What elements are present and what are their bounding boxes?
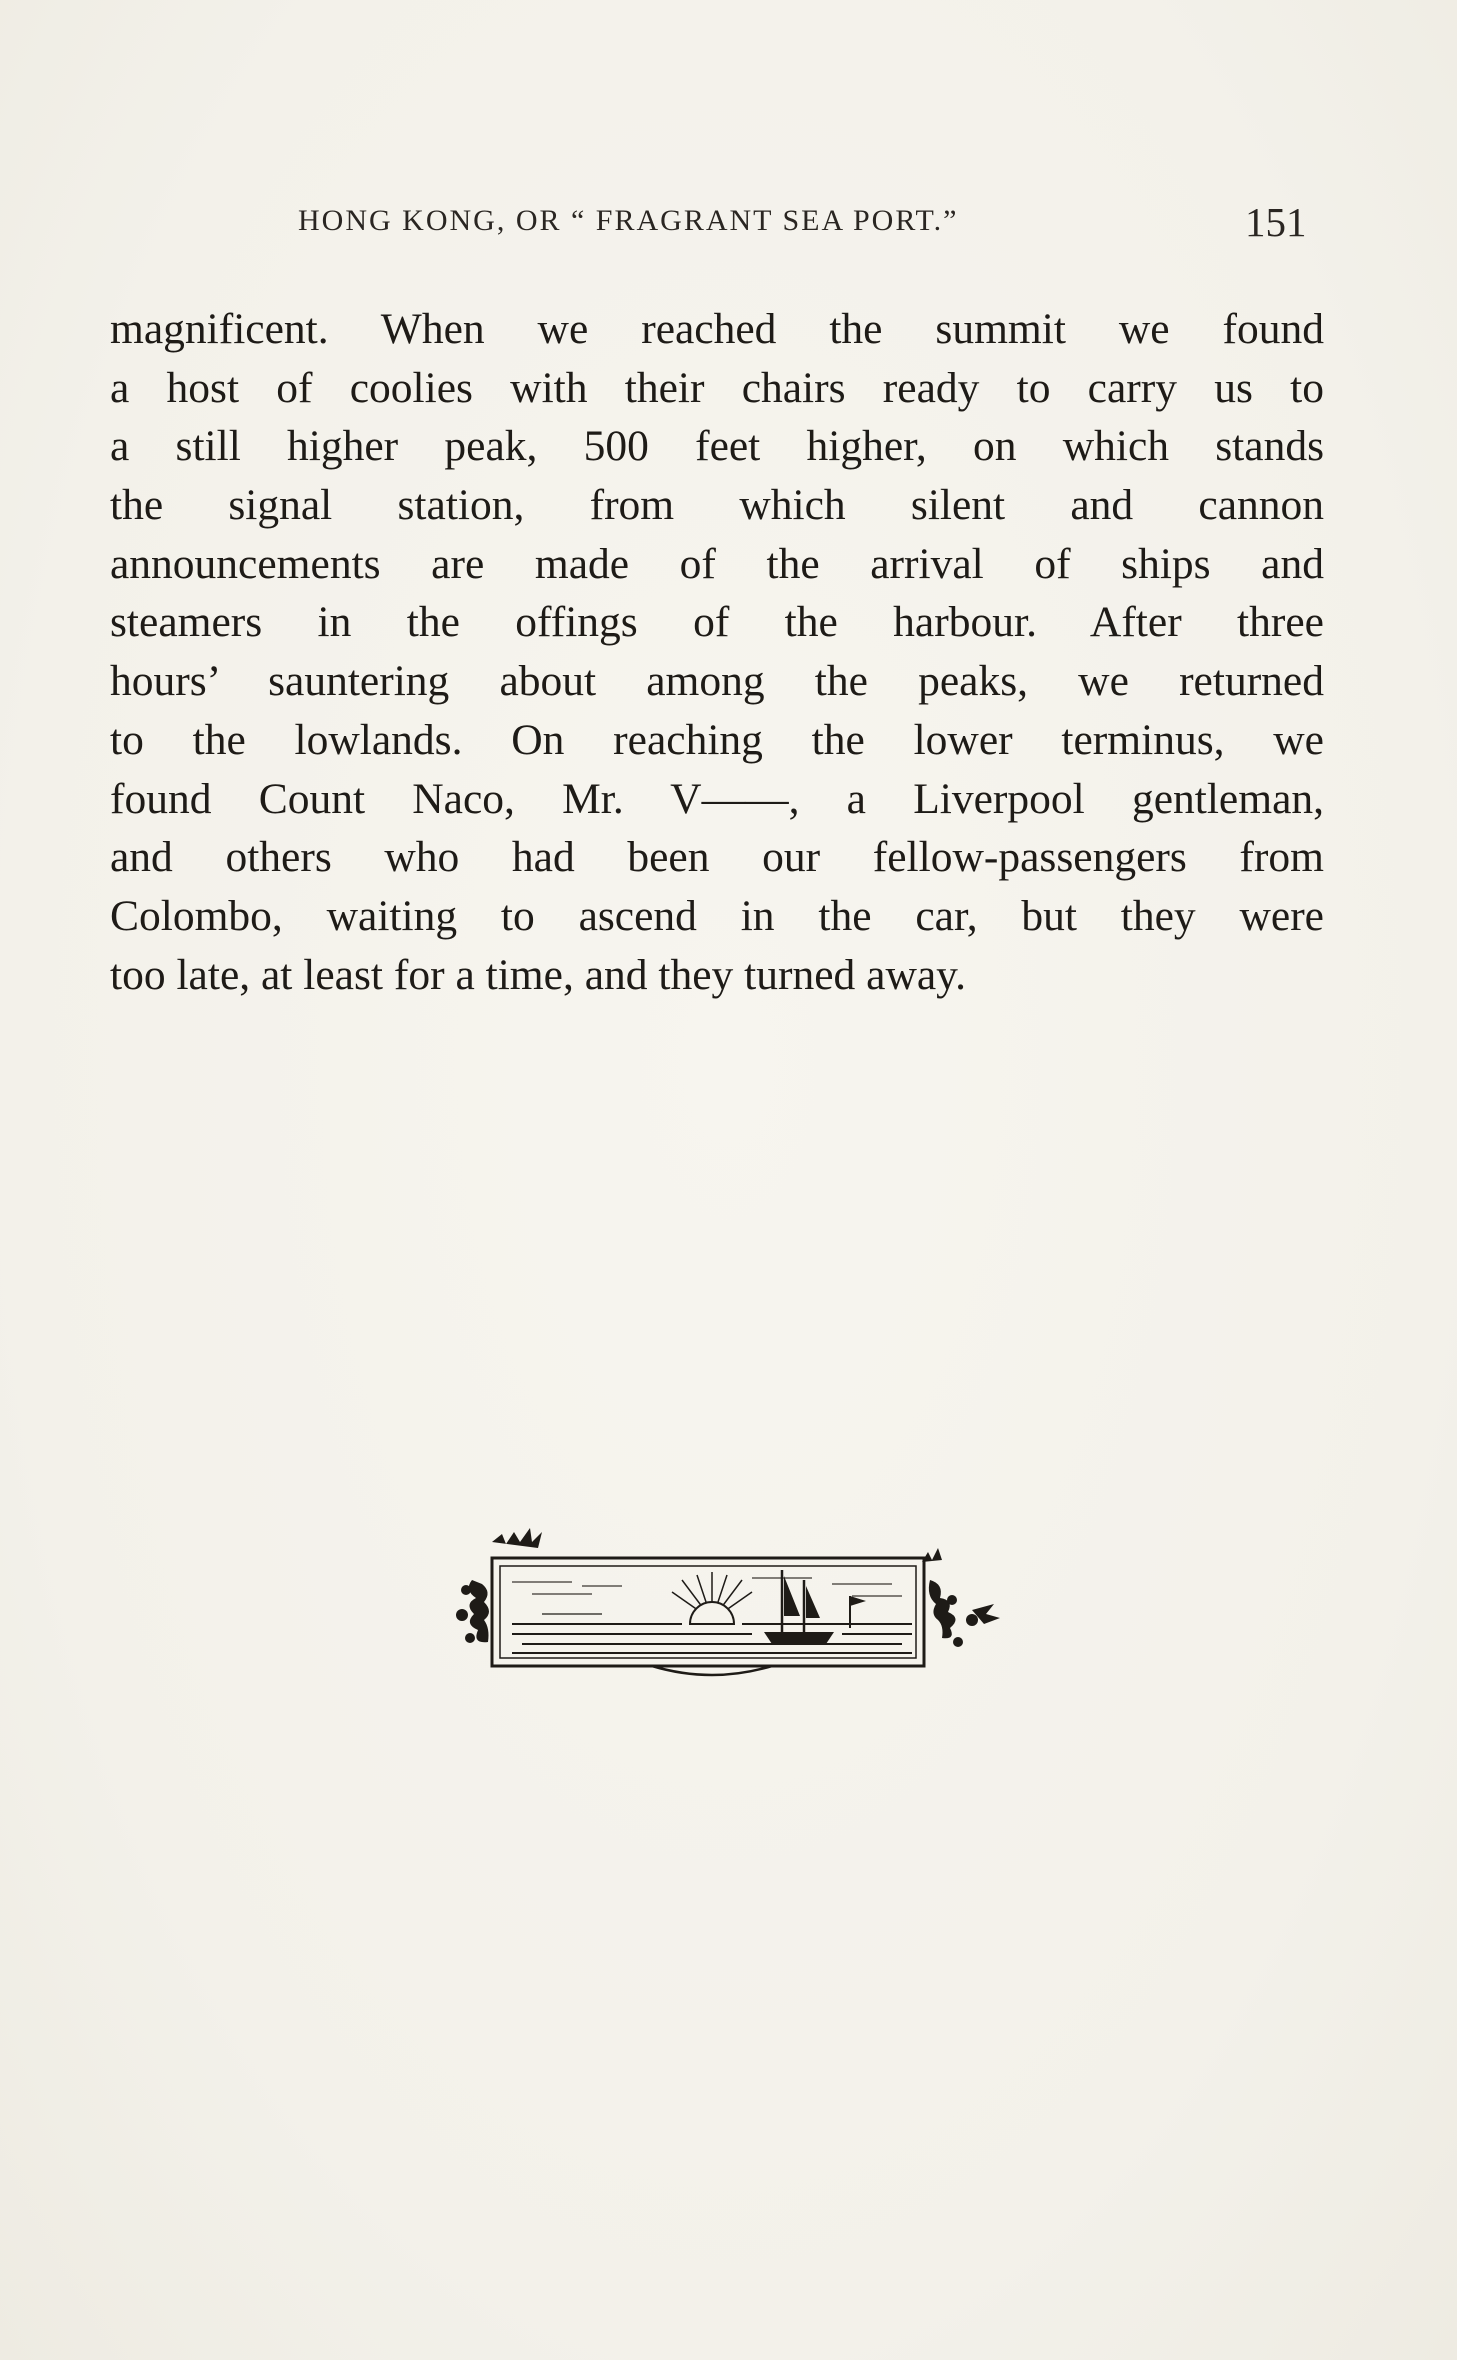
sailing-ship-icon bbox=[764, 1570, 834, 1644]
foliage-left-ornament bbox=[456, 1528, 542, 1643]
sky-hatching bbox=[512, 1578, 902, 1596]
text-line: hours’ sauntering about among the peaks, we returned bbox=[110, 657, 1324, 706]
body-paragraph bbox=[110, 300, 1324, 1004]
text-line: to the lowlands. On reaching the lower terminus, we bbox=[110, 715, 1324, 764]
text-line: the signal station, from which silent and cannon bbox=[110, 481, 1324, 530]
text-line: a host of coolies with their chairs ready to carry us to bbox=[110, 363, 1324, 412]
text-line: too late, at least for a time, and they turned away. bbox=[110, 950, 966, 999]
page-number: 151 bbox=[1245, 199, 1307, 245]
text-line: magnificent. When we reached the summit we found bbox=[110, 305, 1324, 353]
text-line: announcements are made of the arrival of ships and bbox=[110, 539, 1324, 588]
text-line: Colombo, waiting to ascend in the car, but they were bbox=[110, 891, 1324, 940]
running-head: HONG KONG, OR “ FRAGRANT SEA PORT.” bbox=[298, 204, 959, 237]
text-line: found Count Naco, Mr. V——, a Liverpool gentleman, bbox=[110, 774, 1324, 823]
tailpiece-vignette-illustration bbox=[452, 1520, 1012, 1690]
rising-sun-icon bbox=[672, 1572, 752, 1624]
text-line: and others who had been our fellow-passengers from bbox=[110, 833, 1324, 882]
foliage-right-ornament bbox=[922, 1548, 1000, 1647]
text-line: a still higher peak, 500 feet higher, on which stands bbox=[110, 422, 1324, 471]
text-line: steamers in the offings of the harbour. After three bbox=[110, 598, 1324, 647]
